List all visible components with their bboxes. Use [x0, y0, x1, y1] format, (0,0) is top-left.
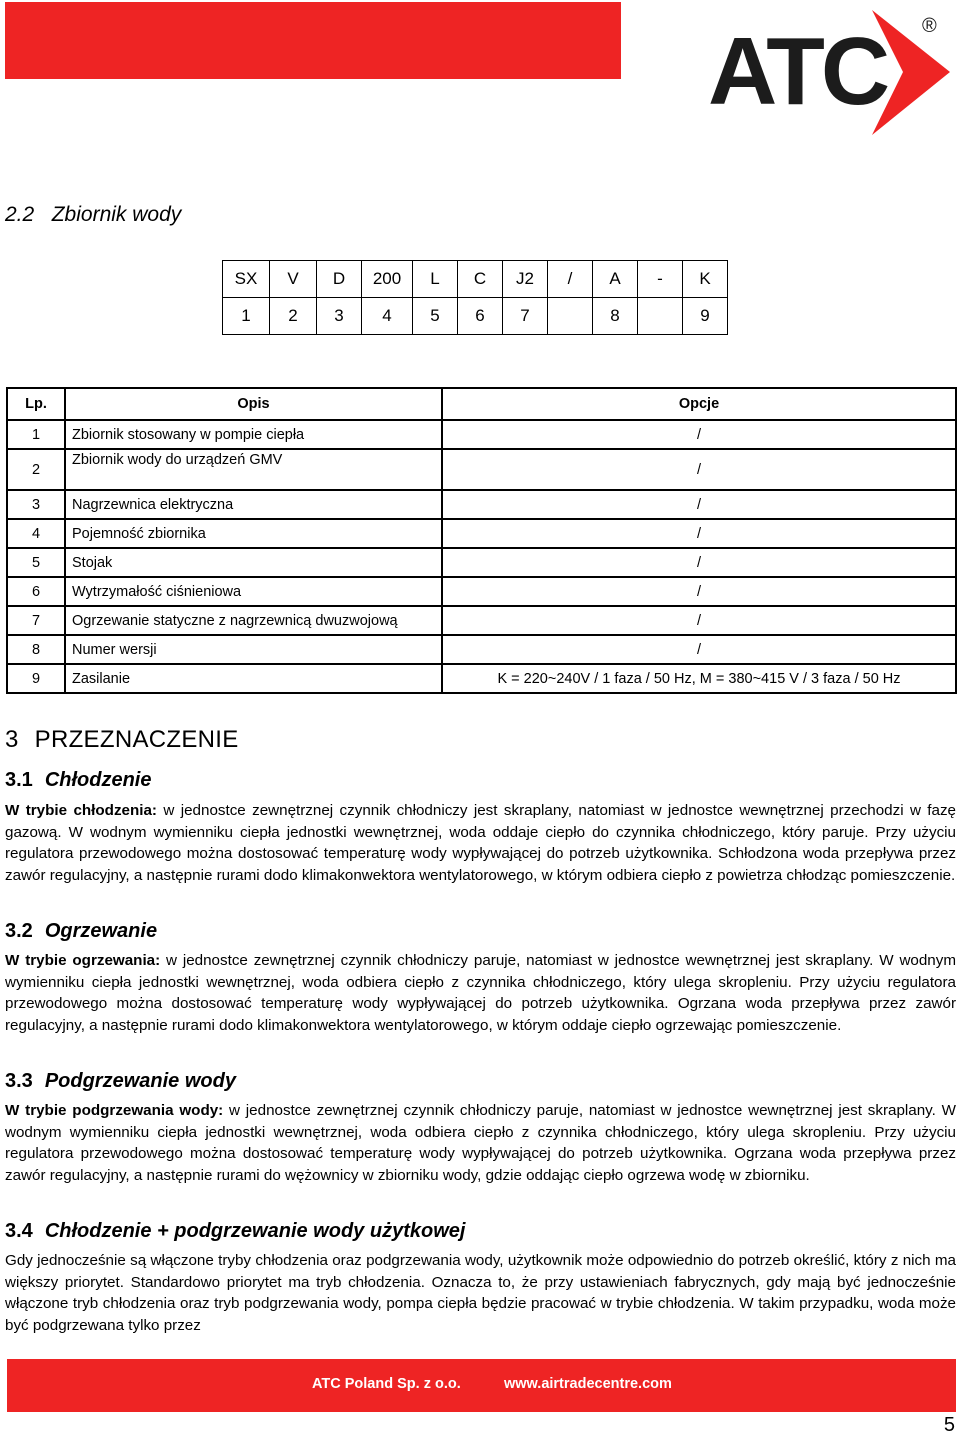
position-cell: 8 [593, 298, 638, 335]
row-number: 1 [7, 420, 65, 449]
section-number: 3 [5, 726, 19, 753]
section-3-2-paragraph [5, 950, 956, 1036]
header-opis: Opis [65, 388, 442, 420]
footer-bar [7, 1359, 956, 1412]
row-options: / [442, 635, 956, 664]
row-description: Nagrzewnica elektryczna [65, 490, 442, 519]
logo-text: ATC [708, 18, 887, 125]
table-row [7, 664, 956, 693]
position-row [223, 298, 728, 335]
paragraph-body: w jednostce zewnętrznej czynnik chłodniczy paruje, natomiast w jednostce wewnętrznej jest skraplany. W wodnym wymienniku ciepła jednostki wewnętrznej, woda odbiera ciepło z czynnika chłodniczego, który ulega skropleniu. Przy użyciu regulatora przewodowego można dostosować temperaturę wody wypływającej do potrzeb użytkownika. Ogrzana woda przepływa przez zawór regulacyjny, a następnie rurami do wężownicy w zbiorniku wody, gdzie oddając ciepło ogrzewa wodę w zbiorniku. [5, 1102, 956, 1184]
row-number: 2 [7, 449, 65, 490]
section-title: Ogrzewanie [44, 920, 158, 942]
row-description: Pojemność zbiornika [65, 519, 442, 548]
section-title: Chłodzenie + podgrzewanie wody użytkowej [44, 1220, 466, 1242]
row-description: Wytrzymałość ciśnieniowa [65, 577, 442, 606]
section-3-3-heading [5, 1070, 236, 1093]
row-number: 8 [7, 635, 65, 664]
options-table [6, 387, 957, 694]
row-options: / [442, 519, 956, 548]
row-description: Ogrzewanie statyczne z nagrzewnicą dwuzwojową [65, 606, 442, 635]
code-cell: / [548, 261, 593, 298]
paragraph-lead: W trybie ogrzewania: [5, 952, 161, 969]
row-options: / [442, 548, 956, 577]
footer-company: ATC Poland Sp. z o.o. [312, 1376, 461, 1392]
section-3-4-heading [5, 1220, 465, 1243]
section-2-2-heading [5, 203, 181, 227]
row-description: Zasilanie [65, 664, 442, 693]
code-cell: K [683, 261, 728, 298]
header-opcje: Opcje [442, 388, 956, 420]
row-number: 5 [7, 548, 65, 577]
table-row [7, 577, 956, 606]
section-3-4-paragraph [5, 1250, 956, 1336]
position-cell: 5 [413, 298, 458, 335]
position-cell: 6 [458, 298, 503, 335]
footer-website-link[interactable]: www.airtradecentre.com [504, 1376, 672, 1392]
section-3-1-heading [5, 769, 151, 792]
section-number: 3.2 [5, 920, 33, 942]
row-options: / [442, 420, 956, 449]
position-cell: 1 [223, 298, 270, 335]
row-options: / [442, 490, 956, 519]
row-description: Zbiornik stosowany w pompie ciepła [65, 420, 442, 449]
row-description: Numer wersji [65, 635, 442, 664]
code-cell: C [458, 261, 503, 298]
table-row [7, 449, 956, 490]
section-title: Zbiornik wody [51, 203, 182, 226]
section-number: 3.1 [5, 769, 33, 791]
row-number: 9 [7, 664, 65, 693]
paragraph-body: w jednostce zewnętrznej czynnik chłodniczy paruje, natomiast w jednostce wewnętrznej jest skraplany. W wodnym wymienniku ciepła jednostki wewnętrznej, woda odbiera ciepło z czynnika chłodniczego, który ulega skropleniu. Przy użyciu regulatora przewodowego można dostosować temperaturę wody wypływającej do potrzeb użytkownika. Ogrzana woda przepływa przez zawór regulacyjny, a następnie rurami dodo klimakonwektora wentylatorowego, w którym oddaje ciepło ogrzewając pomieszczenie. [5, 952, 956, 1034]
section-3-3-paragraph [5, 1100, 956, 1186]
position-cell [548, 298, 593, 335]
paragraph-body: Gdy jednocześnie są włączone tryby chłodzenia oraz podgrzewania wody, użytkownik może odpowiednio do potrzeb określić, który z nich ma większy priorytet. Standardowo priorytet ma tryb chłodzenia. Oznacza to, że przy ustawieniach fabrycznych, gdy mają być jednocześnie włączone tryb chłodzenia oraz tryb podgrzewania wody, pompa ciepła będzie pracować w trybie chłodzenia. W takim przypadku, woda może być podgrzewana tylko przez [5, 1252, 956, 1334]
paragraph-lead: W trybie podgrzewania wody: [5, 1102, 224, 1119]
code-cell: - [638, 261, 683, 298]
position-cell: 4 [362, 298, 413, 335]
table-row [7, 490, 956, 519]
header-lp: Lp. [7, 388, 65, 420]
row-options: / [442, 577, 956, 606]
section-title: PRZEZNACZENIE [34, 726, 239, 753]
table-row [7, 606, 956, 635]
position-cell [638, 298, 683, 335]
table-row [7, 635, 956, 664]
code-cell: 200 [362, 261, 413, 298]
atc-logo [700, 0, 952, 140]
table-row [7, 420, 956, 449]
header-red-banner [5, 2, 621, 79]
section-3-heading [5, 726, 239, 754]
position-cell: 2 [270, 298, 317, 335]
position-cell: 3 [317, 298, 362, 335]
section-title: Chłodzenie [44, 769, 152, 791]
row-number: 3 [7, 490, 65, 519]
model-code-table [222, 260, 728, 335]
table-row [7, 548, 956, 577]
code-cell: D [317, 261, 362, 298]
row-options: / [442, 606, 956, 635]
row-number: 7 [7, 606, 65, 635]
page-number: 5 [943, 1414, 955, 1436]
row-options: K = 220~240V / 1 faza / 50 Hz, M = 380~415 V / 3 faza / 50 Hz [442, 664, 956, 693]
section-number: 2.2 [5, 203, 35, 226]
options-header-row [7, 388, 956, 420]
row-number: 4 [7, 519, 65, 548]
paragraph-body: w jednostce zewnętrznej czynnik chłodniczy jest skraplany, natomiast w jednostce wewnętrznej przechodzi w fazę gazową. W wodnym wymienniku ciepła jednostki wewnętrznej, woda oddaje ciepło do czynnika chłodniczego, który paruje. Przy użyciu regulatora przewodowego można dostosować temperaturę wody wypływającej do potrzeb użytkownika. Schłodzona woda przepływa przez zawór regulacyjny, a następnie rurami dodo klimakonwektora wentylatorowego, w którym odbiera ciepło z powietrza chłodząc pomieszczenie. [5, 802, 957, 884]
row-number: 6 [7, 577, 65, 606]
code-cell: J2 [503, 261, 548, 298]
code-cell: SX [223, 261, 270, 298]
section-title: Podgrzewanie wody [44, 1070, 236, 1092]
table-row [7, 519, 956, 548]
row-description: Stojak [65, 548, 442, 577]
position-cell: 9 [683, 298, 728, 335]
section-number: 3.3 [5, 1070, 33, 1092]
row-description: Zbiornik wody do urządzeń GMV [65, 449, 442, 490]
paragraph-lead: W trybie chłodzenia: [5, 802, 157, 819]
section-3-2-heading [5, 920, 157, 943]
registered-mark: ® [922, 15, 937, 37]
position-cell: 7 [503, 298, 548, 335]
section-number: 3.4 [5, 1220, 33, 1242]
row-options: / [442, 449, 956, 490]
code-cell: V [270, 261, 317, 298]
code-row [223, 261, 728, 298]
section-3-1-paragraph [5, 800, 956, 886]
code-cell: A [593, 261, 638, 298]
code-cell: L [413, 261, 458, 298]
